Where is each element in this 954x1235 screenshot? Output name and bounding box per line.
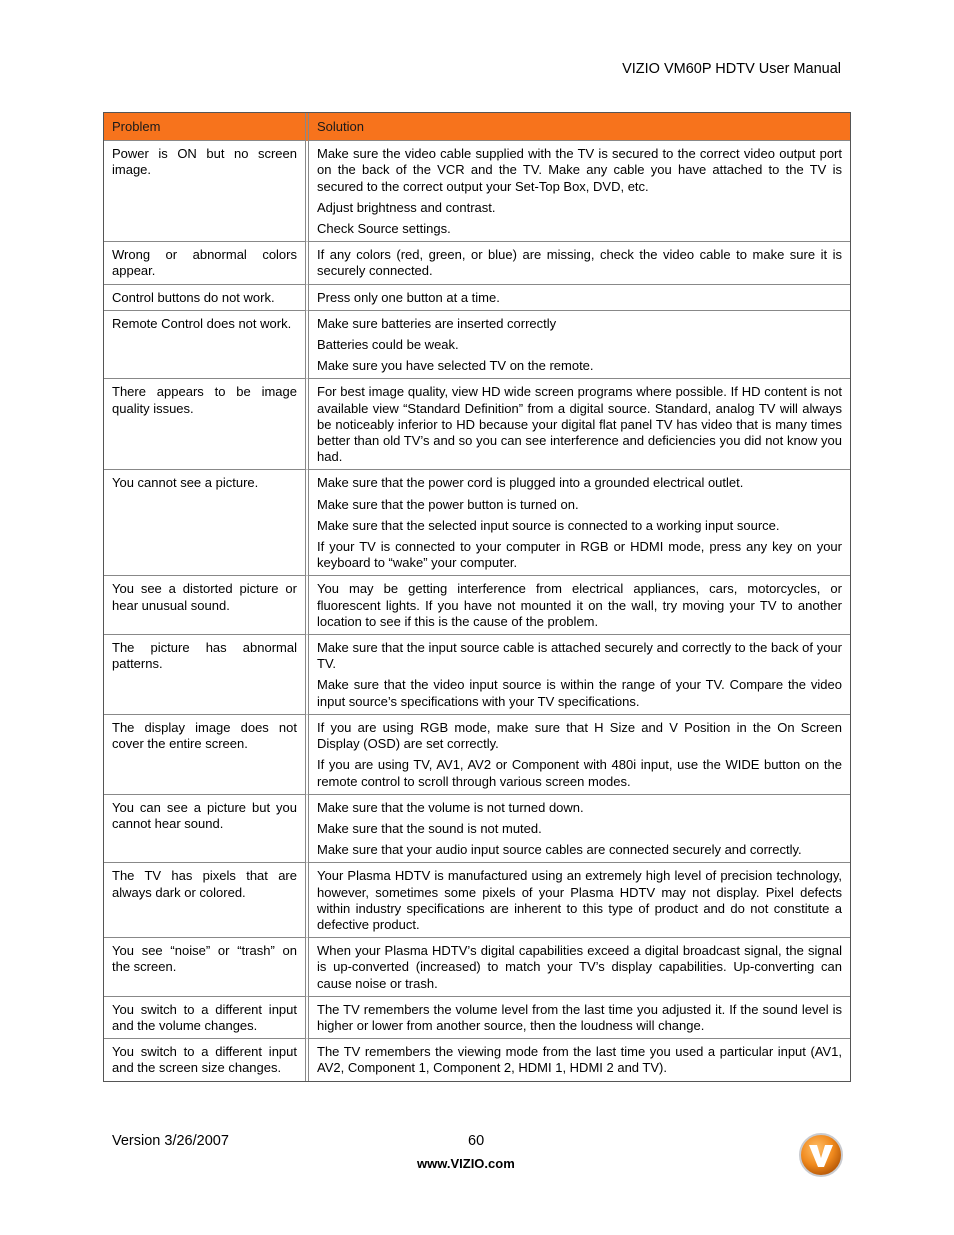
solution-text: Batteries could be weak. <box>317 337 459 353</box>
solution-text: Make sure that the sound is not muted. <box>317 820 542 836</box>
table-row <box>104 938 850 997</box>
table-row <box>104 715 850 795</box>
solution-cell <box>309 1039 850 1080</box>
column-header-problem: Problem <box>104 113 309 141</box>
solution-text: Make sure batteries are inserted correctly <box>317 315 557 331</box>
manual-title: VIZIO VM60P HDTV User Manual <box>622 61 841 77</box>
table-row <box>104 863 850 938</box>
problem-cell: You see “noise” or “trash” on the screen. <box>104 938 309 997</box>
table-body <box>104 141 850 1080</box>
footer-version: Version 3/26/2007 <box>112 1133 229 1149</box>
table-row <box>104 141 850 242</box>
solution-text: If you are using RGB mode, make sure that H Size and V Position in the On Screen Display (OSD) are set correctly. <box>317 719 842 752</box>
solution-text: Make sure that the power cord is plugged into a grounded electrical outlet. <box>317 475 744 491</box>
solution-text: When your Plasma HDTV’s digital capabilities exceed a digital broadcast signal, the signal is up-converted (increased) to match your TV’s display capabilities. Up-converting can cause noise or trash. <box>317 943 842 991</box>
table-row <box>104 1039 850 1080</box>
table-row <box>104 379 850 470</box>
solution-text: The TV remembers the volume level from the last time you adjusted it. If the sound level is higher or lower from another source, then the loudness will change. <box>317 1001 842 1033</box>
solution-cell <box>309 285 850 311</box>
solution-text: If any colors (red, green, or blue) are missing, check the video cable to make sure it is securely connected. <box>317 247 842 279</box>
solution-text: Make sure the video cable supplied with the TV is secured to the correct video output port on the back of the VCR and the TV. Make any cable you have attached to the TV is secured to the correct output your Set-Top Box, DVD, etc. <box>317 146 842 194</box>
problem-cell: You see a distorted picture or hear unusual sound. <box>104 576 309 635</box>
problem-cell: Power is ON but no screen image. <box>104 141 309 242</box>
solution-text: For best image quality, view HD wide screen programs where possible. If HD content is not available view “Standard Definition” from a digital source. Standard, analog TV will always be noticeably inferior to HD because your digital flat panel TV has video that is many times better than old TV’s and so you can see interference and deficiencies you did not know you had. <box>317 384 842 465</box>
page-number: 60 <box>468 1133 485 1149</box>
solution-text: Make sure that the video input source is within the range of your TV. Compare the video input source’s specifications with your TV specifications. <box>317 677 842 709</box>
troubleshooting-table <box>103 112 851 1082</box>
solution-text: Make sure that the selected input source is connected to a working input source. <box>317 517 780 533</box>
table-header-row <box>104 113 850 141</box>
footer-url: www.VIZIO.com <box>417 1156 515 1171</box>
table-row <box>104 795 850 864</box>
problem-cell: The picture has abnormal patterns. <box>104 635 309 715</box>
problem-cell: You can see a picture but you cannot hear sound. <box>104 795 309 864</box>
table-row <box>104 635 850 715</box>
solution-text: If your TV is connected to your computer in RGB or HDMI mode, press any key on your keyboard to “wake” your computer. <box>317 539 842 571</box>
solution-cell <box>309 938 850 997</box>
column-header-solution: Solution <box>309 113 850 141</box>
solution-cell <box>309 470 850 576</box>
solution-text: Make sure that the volume is not turned down. <box>317 799 584 815</box>
problem-cell: You switch to a different input and the screen size changes. <box>104 1039 309 1080</box>
solution-cell <box>309 311 850 380</box>
problem-cell: You switch to a different input and the volume changes. <box>104 997 309 1039</box>
solution-cell <box>309 242 850 284</box>
solution-text: If you are using TV, AV1, AV2 or Component with 480i input, use the WIDE button on the remote control to scroll through various screen modes. <box>317 757 842 789</box>
solution-text: Make sure that your audio input source cables are connected securely and correctly. <box>317 842 802 858</box>
table-row <box>104 311 850 380</box>
solution-text: The TV remembers the viewing mode from the last time you used a particular input (AV1, AV2, Component 1, Component 2, HDMI 1, HDMI 2 and TV). <box>317 1044 842 1076</box>
table-row <box>104 470 850 576</box>
solution-text: Check Source settings. <box>317 221 451 237</box>
problem-cell: The TV has pixels that are always dark or colored. <box>104 863 309 938</box>
solution-cell <box>309 141 850 242</box>
solution-text: Adjust brightness and contrast. <box>317 199 496 215</box>
problem-cell: You cannot see a picture. <box>104 470 309 576</box>
solution-text: Make sure that the power button is turned on. <box>317 496 579 512</box>
problem-cell: Remote Control does not work. <box>104 311 309 380</box>
solution-text: Make sure you have selected TV on the remote. <box>317 358 594 374</box>
solution-cell <box>309 997 850 1039</box>
solution-cell <box>309 795 850 864</box>
table-row <box>104 285 850 311</box>
solution-cell <box>309 715 850 795</box>
table-row <box>104 242 850 284</box>
problem-cell: There appears to be image quality issues. <box>104 379 309 470</box>
solution-text: Make sure that the input source cable is attached securely and correctly to the back of your TV. <box>317 640 842 672</box>
problem-cell: The display image does not cover the entire screen. <box>104 715 309 795</box>
problem-cell: Wrong or abnormal colors appear. <box>104 242 309 284</box>
problem-cell: Control buttons do not work. <box>104 285 309 311</box>
solution-cell <box>309 863 850 938</box>
vizio-v-logo-icon <box>798 1132 844 1178</box>
table-row <box>104 576 850 635</box>
solution-text: You may be getting interference from electrical appliances, cars, motorcycles, or fluorescent lights. If you have not mounted it on the wall, try moving your TV to another location to see if this is the cause of the problem. <box>317 581 842 629</box>
table-row <box>104 997 850 1039</box>
solution-text: Your Plasma HDTV is manufactured using an extremely high level of precision technology, however, sometimes some pixels of your Plasma HDTV may not display. Pixel defects within industry specifications are inherent to this type of product and do not constitute a defective product. <box>317 868 842 932</box>
solution-text: Press only one button at a time. <box>317 289 500 305</box>
solution-cell <box>309 379 850 470</box>
solution-cell <box>309 576 850 635</box>
solution-cell <box>309 635 850 715</box>
